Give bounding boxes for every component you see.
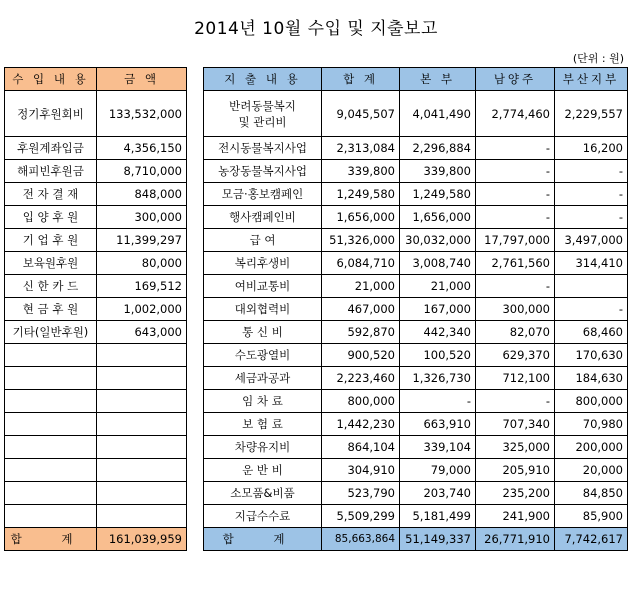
expense-busan: - <box>555 206 628 229</box>
expense-row <box>204 206 628 229</box>
expense-header-row <box>204 68 628 91</box>
expense-namyangju: 82,070 <box>476 321 555 344</box>
income-header-label: 수 입 내 용 <box>5 68 97 91</box>
empty-cell <box>5 459 97 482</box>
expense-busan: 68,460 <box>555 321 628 344</box>
expense-label: 대외협력비 <box>204 298 322 321</box>
income-empty-row <box>5 482 187 505</box>
income-row <box>5 321 187 344</box>
page-title: 2014년 10월 수입 및 지출보고 <box>194 19 438 39</box>
income-empty-row <box>5 459 187 482</box>
expense-header-label: 지 출 내 용 <box>204 68 322 91</box>
income-label: 전 자 결 재 <box>5 183 97 206</box>
income-total-label: 합 계 <box>5 528 97 551</box>
expense-busan: - <box>555 183 628 206</box>
empty-cell <box>97 413 187 436</box>
expense-busan: 314,410 <box>555 252 628 275</box>
expense-busan: - <box>555 160 628 183</box>
expense-hq: 167,000 <box>400 298 476 321</box>
income-row <box>5 298 187 321</box>
expense-row <box>204 321 628 344</box>
expense-hq: 1,326,730 <box>400 367 476 390</box>
expense-row <box>204 160 628 183</box>
expense-hq: 3,008,740 <box>400 252 476 275</box>
income-amount: 300,000 <box>97 206 187 229</box>
income-empty-row <box>5 367 187 390</box>
expense-table <box>203 67 628 551</box>
expense-total: 467,000 <box>322 298 400 321</box>
expense-total: 523,790 <box>322 482 400 505</box>
expense-total: 21,000 <box>322 275 400 298</box>
expense-row <box>204 505 628 528</box>
expense-hq: 1,656,000 <box>400 206 476 229</box>
income-label: 후원계좌입금 <box>5 137 97 160</box>
expense-namyangju: - <box>476 275 555 298</box>
expense-namyangju: - <box>476 390 555 413</box>
expense-total: 339,800 <box>322 160 400 183</box>
income-label: 현 금 후 원 <box>5 298 97 321</box>
expense-row <box>204 137 628 160</box>
expense-hq: 100,520 <box>400 344 476 367</box>
empty-cell <box>5 482 97 505</box>
income-row <box>5 252 187 275</box>
expense-namyangju: 241,900 <box>476 505 555 528</box>
expense-hq: 21,000 <box>400 275 476 298</box>
expense-namyangju: 707,340 <box>476 413 555 436</box>
empty-cell <box>97 344 187 367</box>
unit-note: (단위 : 원) <box>572 52 624 65</box>
expense-row <box>204 459 628 482</box>
expense-label: 농장동물복지사업 <box>204 160 322 183</box>
expense-label: 운 반 비 <box>204 459 322 482</box>
empty-cell <box>97 367 187 390</box>
expense-row <box>204 91 628 137</box>
expense-label: 통 신 비 <box>204 321 322 344</box>
income-amount: 1,002,000 <box>97 298 187 321</box>
expense-sum-busan: 7,742,617 <box>555 528 628 551</box>
expense-namyangju: - <box>476 183 555 206</box>
expense-total-label: 합 계 <box>204 528 322 551</box>
expense-total: 1,442,230 <box>322 413 400 436</box>
income-row <box>5 160 187 183</box>
income-row <box>5 137 187 160</box>
income-amount: 133,532,000 <box>97 91 187 137</box>
empty-cell <box>5 413 97 436</box>
income-label: 기타(일반후원) <box>5 321 97 344</box>
expense-hq: 30,032,000 <box>400 229 476 252</box>
income-amount: 643,000 <box>97 321 187 344</box>
income-label: 보육원후원 <box>5 252 97 275</box>
expense-namyangju: 325,000 <box>476 436 555 459</box>
expense-namyangju: 2,774,460 <box>476 91 555 137</box>
expense-total: 5,509,299 <box>322 505 400 528</box>
expense-namyangju: 205,910 <box>476 459 555 482</box>
expense-label: 전시동물복지사업 <box>204 137 322 160</box>
expense-hq: 339,800 <box>400 160 476 183</box>
expense-busan: 3,497,000 <box>555 229 628 252</box>
expense-header-total: 합 계 <box>322 68 400 91</box>
expense-busan: 16,200 <box>555 137 628 160</box>
expense-hq: 203,740 <box>400 482 476 505</box>
expense-label: 소모품&비품 <box>204 482 322 505</box>
expense-total: 2,313,084 <box>322 137 400 160</box>
expense-row <box>204 252 628 275</box>
expense-label: 차량유지비 <box>204 436 322 459</box>
expense-total: 864,104 <box>322 436 400 459</box>
expense-busan: 184,630 <box>555 367 628 390</box>
expense-total: 2,223,460 <box>322 367 400 390</box>
expense-row <box>204 344 628 367</box>
expense-busan: 2,229,557 <box>555 91 628 137</box>
income-amount: 848,000 <box>97 183 187 206</box>
expense-hq: 2,296,884 <box>400 137 476 160</box>
empty-cell <box>97 505 187 528</box>
expense-hq: 79,000 <box>400 459 476 482</box>
expense-label: 급 여 <box>204 229 322 252</box>
expense-label: 세금과공과 <box>204 367 322 390</box>
expense-row <box>204 183 628 206</box>
expense-sum-total: 85,663,864 <box>322 528 400 551</box>
expense-busan: - <box>555 298 628 321</box>
expense-row <box>204 229 628 252</box>
expense-hq: - <box>400 390 476 413</box>
income-amount: 8,710,000 <box>97 160 187 183</box>
income-row <box>5 183 187 206</box>
expense-hq: 442,340 <box>400 321 476 344</box>
income-amount: 169,512 <box>97 275 187 298</box>
expense-hq: 4,041,490 <box>400 91 476 137</box>
expense-label: 지급수수료 <box>204 505 322 528</box>
expense-namyangju: 17,797,000 <box>476 229 555 252</box>
expense-label: 모금·홍보캠페인 <box>204 183 322 206</box>
expense-label: 임 차 료 <box>204 390 322 413</box>
expense-namyangju: 235,200 <box>476 482 555 505</box>
expense-namyangju: 300,000 <box>476 298 555 321</box>
expense-sum-namyangju: 26,771,910 <box>476 528 555 551</box>
income-label: 해피빈후원금 <box>5 160 97 183</box>
income-label: 신 한 카 드 <box>5 275 97 298</box>
expense-busan: 84,850 <box>555 482 628 505</box>
expense-busan: 170,630 <box>555 344 628 367</box>
empty-cell <box>5 367 97 390</box>
income-table <box>4 67 187 551</box>
expense-busan: 85,900 <box>555 505 628 528</box>
expense-namyangju: - <box>476 206 555 229</box>
expense-hq: 663,910 <box>400 413 476 436</box>
empty-cell <box>5 505 97 528</box>
empty-cell <box>97 436 187 459</box>
expense-total: 51,326,000 <box>322 229 400 252</box>
empty-cell <box>97 482 187 505</box>
expense-total: 592,870 <box>322 321 400 344</box>
expense-total: 1,656,000 <box>322 206 400 229</box>
income-empty-row <box>5 436 187 459</box>
expense-row <box>204 275 628 298</box>
expense-namyangju: 712,100 <box>476 367 555 390</box>
income-row <box>5 91 187 137</box>
expense-namyangju: 629,370 <box>476 344 555 367</box>
expense-busan <box>555 275 628 298</box>
expense-header-hq: 본 부 <box>400 68 476 91</box>
income-total-row <box>5 528 187 551</box>
expense-total: 6,084,710 <box>322 252 400 275</box>
expense-label: 복리후생비 <box>204 252 322 275</box>
expense-hq: 5,181,499 <box>400 505 476 528</box>
expense-hq: 1,249,580 <box>400 183 476 206</box>
expense-namyangju: - <box>476 137 555 160</box>
expense-row <box>204 390 628 413</box>
expense-row <box>204 482 628 505</box>
expense-label: 여비교통비 <box>204 275 322 298</box>
income-label: 입 양 후 원 <box>5 206 97 229</box>
expense-row <box>204 367 628 390</box>
income-amount: 4,356,150 <box>97 137 187 160</box>
expense-row <box>204 413 628 436</box>
expense-total: 1,249,580 <box>322 183 400 206</box>
income-empty-row <box>5 413 187 436</box>
expense-label: 보 험 료 <box>204 413 322 436</box>
expense-total-row <box>204 528 628 551</box>
expense-label: 반려동물복지 및 관리비 <box>204 91 322 137</box>
income-amount: 80,000 <box>97 252 187 275</box>
expense-total: 9,045,507 <box>322 91 400 137</box>
expense-total: 800,000 <box>322 390 400 413</box>
income-row <box>5 275 187 298</box>
expense-busan: 70,980 <box>555 413 628 436</box>
income-label: 기 업 후 원 <box>5 229 97 252</box>
expense-busan: 20,000 <box>555 459 628 482</box>
income-header-row <box>5 68 187 91</box>
income-header-amount: 금 액 <box>97 68 187 91</box>
income-label: 정기후원회비 <box>5 91 97 137</box>
expense-hq: 339,104 <box>400 436 476 459</box>
empty-cell <box>5 436 97 459</box>
empty-cell <box>97 390 187 413</box>
expense-busan: 200,000 <box>555 436 628 459</box>
income-row <box>5 229 187 252</box>
income-empty-row <box>5 505 187 528</box>
expense-header-namyangju: 남양주 <box>476 68 555 91</box>
empty-cell <box>5 344 97 367</box>
expense-header-busan: 부산지부 <box>555 68 628 91</box>
expense-row <box>204 298 628 321</box>
expense-label: 수도광열비 <box>204 344 322 367</box>
expense-row <box>204 436 628 459</box>
income-row <box>5 206 187 229</box>
expense-total: 900,520 <box>322 344 400 367</box>
empty-cell <box>97 459 187 482</box>
expense-sum-hq: 51,149,337 <box>400 528 476 551</box>
income-amount: 11,399,297 <box>97 229 187 252</box>
empty-cell <box>5 390 97 413</box>
expense-label: 행사캠페인비 <box>204 206 322 229</box>
expense-busan: 800,000 <box>555 390 628 413</box>
expense-namyangju: - <box>476 160 555 183</box>
expense-total: 304,910 <box>322 459 400 482</box>
income-empty-row <box>5 390 187 413</box>
income-empty-row <box>5 344 187 367</box>
income-total-amount: 161,039,959 <box>97 528 187 551</box>
expense-namyangju: 2,761,560 <box>476 252 555 275</box>
